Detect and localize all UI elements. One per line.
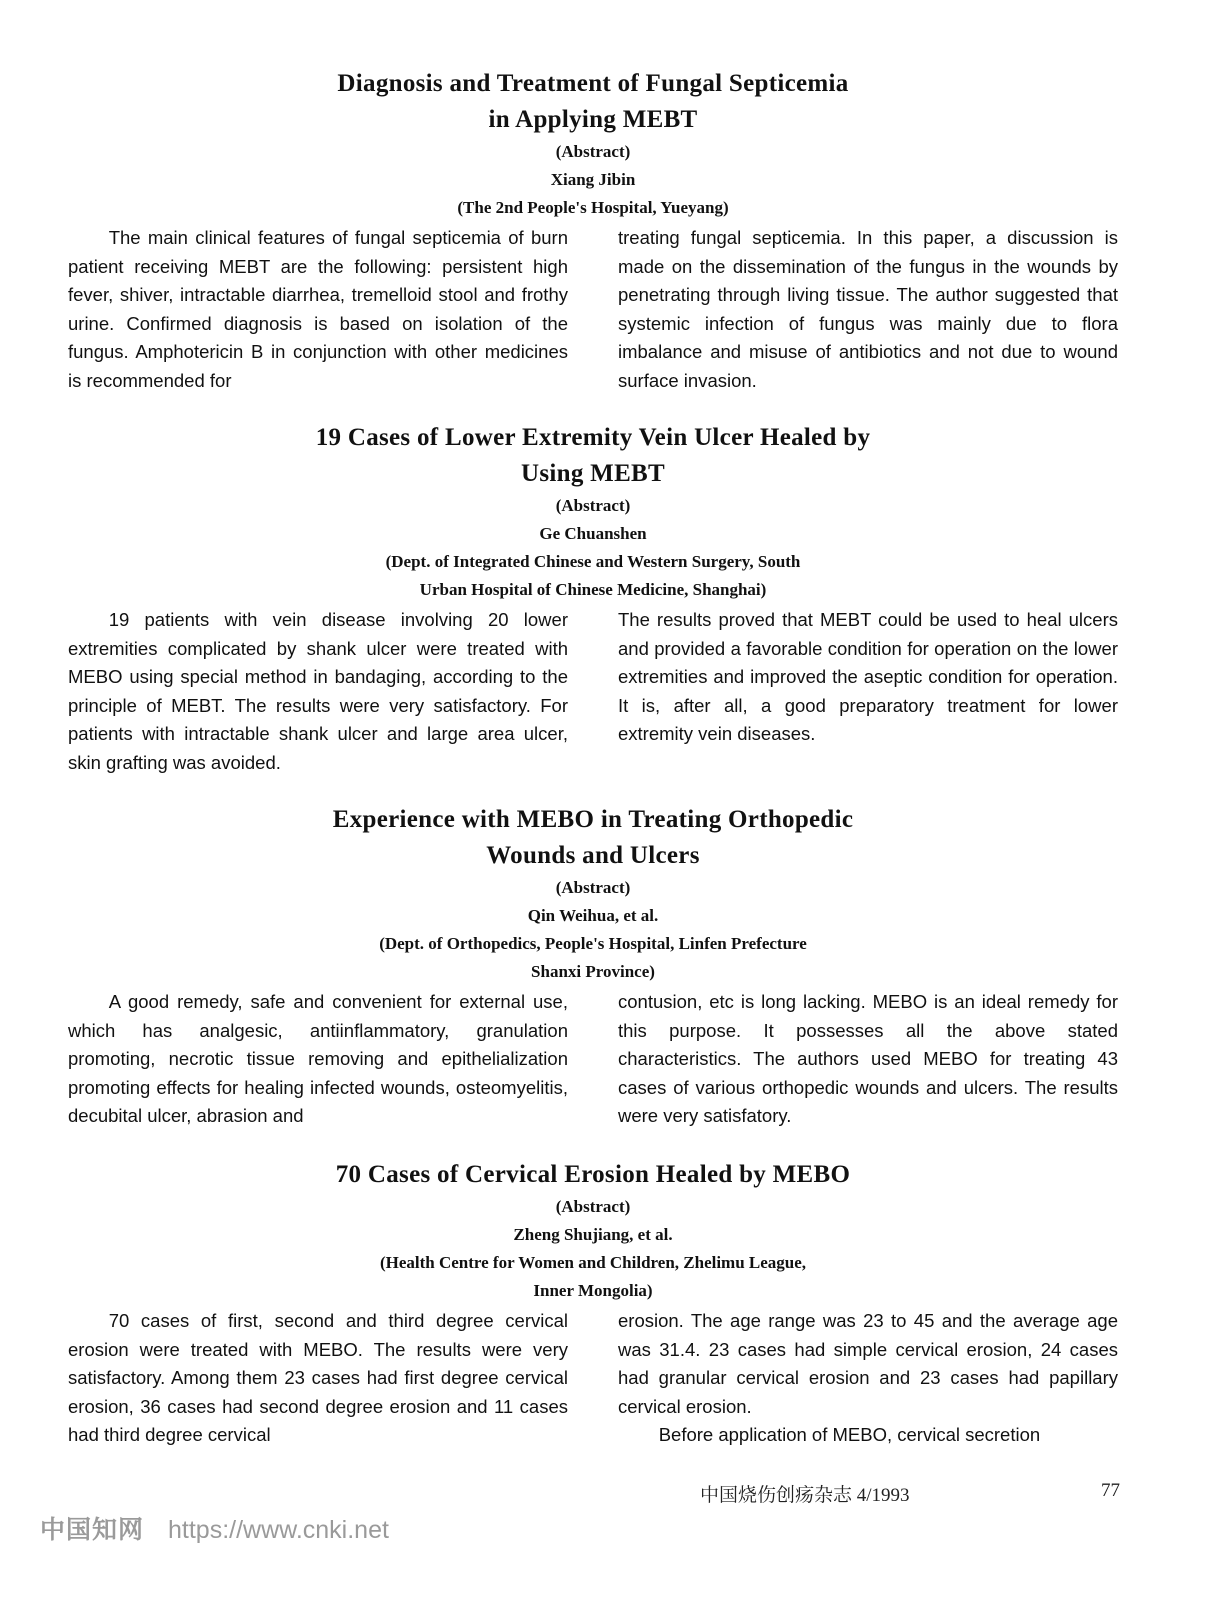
two-column-body <box>68 1307 1118 1450</box>
paragraph: A good remedy, safe and convenient for external use, which has analgesic, antiinflammatory, granulation promoting, necrotic tissue removing and epithelialization promoting effects for healing infected wounds, osteomyelitis, decubital ulcer, abrasion and <box>68 991 568 1126</box>
affiliation-line: (Dept. of Integrated Chinese and Western Surgery, South <box>385 552 801 571</box>
affiliation-line: Inner Mongolia) <box>533 1281 653 1300</box>
affiliation-line: Shanxi Province) <box>531 962 655 981</box>
right-column <box>618 1307 1118 1450</box>
article-vein-ulcer <box>68 420 1118 777</box>
article-title <box>68 802 1118 874</box>
article-title <box>68 1157 1118 1193</box>
paragraph: erosion. The age range was 23 to 45 and the average age was 31.4. 23 cases had simple cervical erosion, 24 cases had granular cervical erosion and 23 cases had papillary cervical erosion. <box>618 1310 1118 1417</box>
abstract-tag: (Abstract) <box>555 878 631 897</box>
two-column-body <box>68 606 1118 777</box>
left-column <box>68 988 568 1131</box>
abstract-tag: (Abstract) <box>555 142 631 161</box>
left-column <box>68 1307 568 1450</box>
title-line: Experience with MEBO in Treating Orthopedic <box>332 806 854 833</box>
title-line: 19 Cases of Lower Extremity Vein Ulcer Healed by <box>315 424 871 451</box>
paragraph: The results proved that MEBT could be used to heal ulcers and provided a favorable condition for operation on the lower extremities and improved the aseptic condition for operation. It is, after all, a good preparatory treatment for lower extremity vein diseases. <box>618 609 1118 744</box>
author: Qin Weihua, et al. <box>527 906 659 925</box>
two-column-body <box>68 988 1118 1131</box>
right-column <box>618 988 1118 1131</box>
journal-issue: 中国烧伤创疡杂志 4/1993 <box>700 1485 910 1506</box>
title-line: in Applying MEBT <box>488 106 698 133</box>
page-number: 77 <box>1101 1480 1120 1501</box>
left-column <box>68 606 568 777</box>
article-fungal-septicemia <box>68 66 1118 395</box>
cnki-url[interactable]: https://www.cnki.net <box>168 1516 389 1544</box>
author: Ge Chuanshen <box>539 524 647 543</box>
paragraph: Before application of MEBO, cervical secretion <box>658 1424 1041 1445</box>
author: Xiang Jibin <box>550 170 636 189</box>
abstract-tag: (Abstract) <box>555 496 631 515</box>
right-column <box>618 606 1118 777</box>
two-column-body <box>68 224 1118 395</box>
cnki-watermark <box>40 1510 389 1546</box>
paragraph: The main clinical features of fungal septicemia of burn patient receiving MEBT are the following: persistent high fever, shiver, intractable diarrhea, tremelloid stool and frothy urine. Confirmed diagnosis is based on isolation of the fungus. Amphotericin B in conjunction with other medicines is recommended for <box>68 227 568 391</box>
affiliation-line: Urban Hospital of Chinese Medicine, Shanghai) <box>419 580 767 599</box>
affiliation <box>68 1249 1118 1305</box>
page-footer <box>700 1480 1120 1507</box>
affiliation-line: (Health Centre for Women and Children, Zhelimu League, <box>379 1253 807 1272</box>
paragraph: 19 patients with vein disease involving 20 lower extremities complicated by shank ulcer were treated with MEBO using special method in bandaging, according to the principle of MEBT. The results were very satisfactory. For patients with intractable shank ulcer and large area ulcer, skin grafting was avoided. <box>68 609 568 773</box>
article-title <box>68 66 1118 138</box>
affiliation-line: (The 2nd People's Hospital, Yueyang) <box>457 198 729 217</box>
affiliation <box>68 548 1118 604</box>
cnki-logo: 中国知网 <box>40 1516 145 1544</box>
author: Zheng Shujiang, et al. <box>513 1225 673 1244</box>
title-line: Diagnosis and Treatment of Fungal Septicemia <box>337 70 849 97</box>
article-title <box>68 420 1118 492</box>
title-line: 70 Cases of Cervical Erosion Healed by MEBO <box>335 1161 851 1188</box>
left-column <box>68 224 568 395</box>
right-column <box>618 224 1118 395</box>
affiliation <box>68 194 1118 222</box>
affiliation <box>68 930 1118 986</box>
title-line: Using MEBT <box>520 460 665 487</box>
article-orthopedic-wounds <box>68 802 1118 1131</box>
paragraph: contusion, etc is long lacking. MEBO is an ideal remedy for this purpose. It possesses all the above stated characteristics. The authors used MEBO for treating 43 cases of various orthopedic wounds and ulcers. The results were very satisfatory. <box>618 991 1118 1126</box>
article-cervical-erosion <box>68 1157 1118 1450</box>
abstract-tag: (Abstract) <box>555 1197 631 1216</box>
title-line: Wounds and Ulcers <box>486 842 700 869</box>
paragraph: 70 cases of first, second and third degree cervical erosion were treated with MEBO. The results were very satisfactory. Among them 23 cases had first degree cervical erosion, 36 cases had second degree erosion and 11 cases had third degree cervical <box>68 1310 568 1445</box>
affiliation-line: (Dept. of Orthopedics, People's Hospital, Linfen Prefecture <box>379 934 807 953</box>
paragraph: treating fungal septicemia. In this paper, a discussion is made on the dissemination of the fungus in the wounds by penetrating through living tissue. The author suggested that systemic infection of fungus was mainly due to flora imbalance and misuse of antibiotics and not due to wound surface invasion. <box>618 227 1118 391</box>
